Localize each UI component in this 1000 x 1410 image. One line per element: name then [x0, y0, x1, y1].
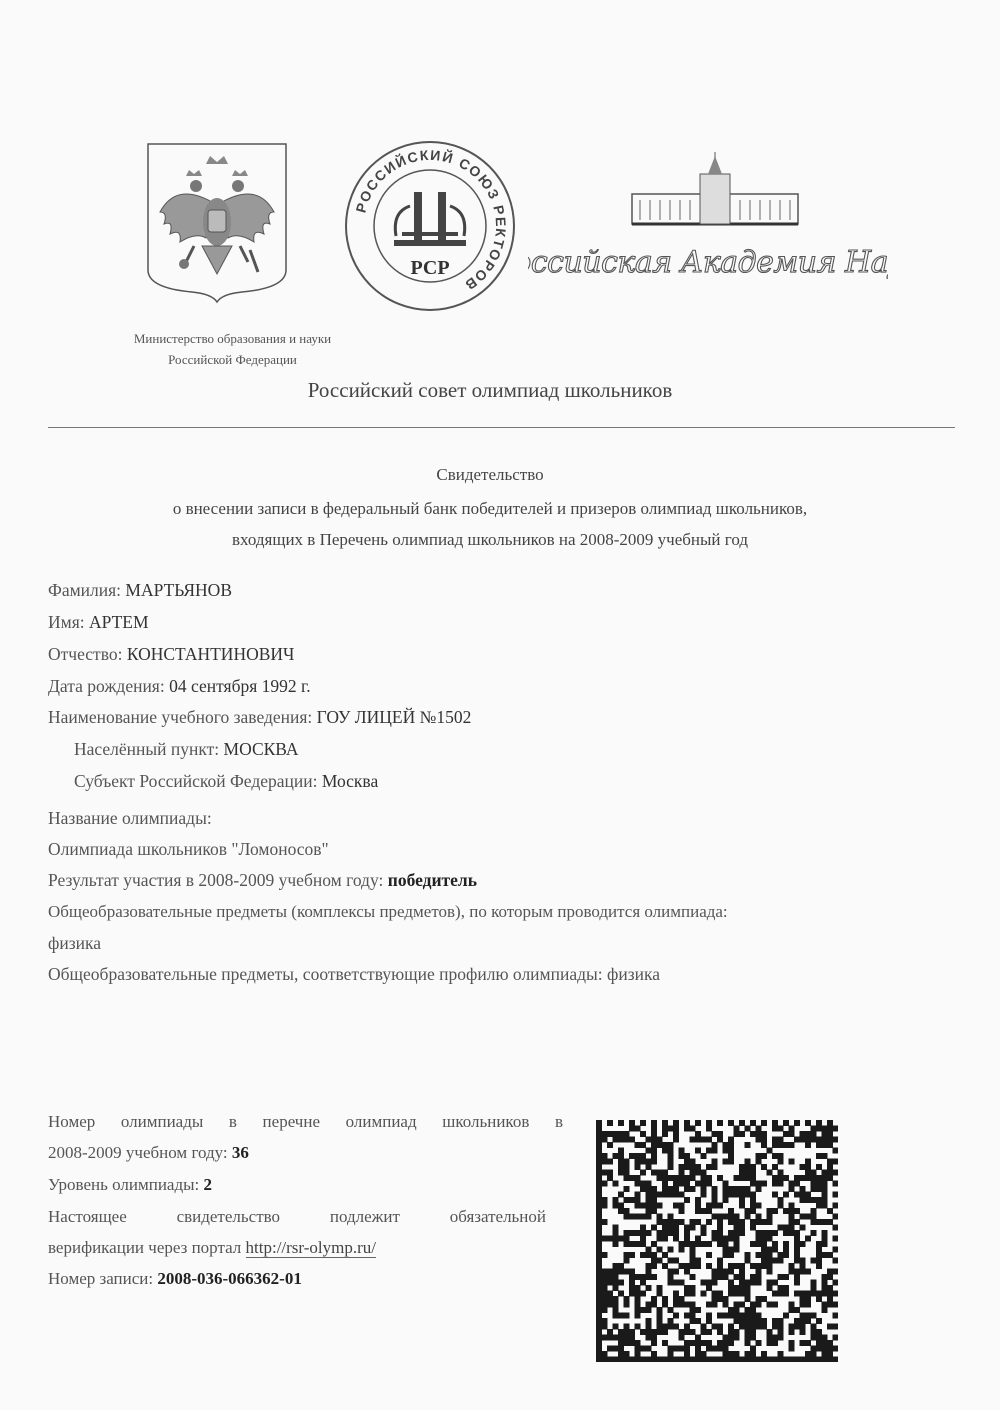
name-row [48, 612, 149, 633]
surname-value: МАРТЬЯНОВ [125, 580, 232, 600]
result-value: победитель [387, 870, 477, 890]
certificate-title: Свидетельство [436, 465, 544, 484]
number-line1: Номер олимпиады в перечне олимпиад школьников в [48, 1112, 563, 1131]
ministry-caption [100, 328, 365, 370]
name-value: АРТЕМ [89, 612, 149, 632]
olympiad-name-value: Олимпиада школьников "Ломоносов" [48, 839, 329, 859]
city-value: МОСКВА [223, 739, 299, 759]
record-row [48, 1269, 563, 1289]
verify-label: верификации через портал [48, 1238, 242, 1257]
number-value: 36 [231, 1143, 249, 1162]
name-label: Имя: [48, 612, 85, 632]
profile-row [48, 964, 660, 985]
level-value: 2 [203, 1175, 213, 1194]
subjects-label: Общеобразовательные предметы (комплексы предметов), по которым проводится олимпиада: [48, 902, 728, 921]
patronymic-row [48, 644, 294, 665]
result-label: Результат участия в 2008-2009 учебном году: [48, 870, 384, 890]
datamatrix-code [596, 1120, 838, 1362]
record-label: Номер записи: [48, 1269, 154, 1288]
school-label: Наименование учебного заведения: [48, 707, 313, 727]
school-value: ГОУ ЛИЦЕЙ №1502 [316, 707, 472, 727]
olympiad-name-label: Название олимпиады: [48, 808, 212, 828]
birth-label: Дата рождения: [48, 676, 165, 696]
city-label: Населённый пункт: [74, 739, 220, 759]
certificate-subtitle-2: входящих в Перечень олимпиад школьников на 2008-2009 учебный год [232, 530, 748, 549]
portal-link[interactable]: http://rsr-olymp.ru/ [245, 1238, 376, 1257]
certificate-subtitle-1: о внесении записи в федеральный банк победителей и призеров олимпиад школьников, [172, 499, 808, 518]
academy-script-text: ссийская Академия На [530, 245, 888, 280]
subjects-value: физика [48, 933, 101, 953]
number-row [48, 1143, 563, 1163]
academy-script-logo [528, 228, 888, 298]
divider [48, 427, 955, 428]
level-row [48, 1175, 563, 1195]
verify-row [48, 1238, 563, 1258]
council-title: Российский совет олимпиад школьников [307, 378, 673, 402]
school-row [48, 707, 471, 728]
ministry-line1: Министерство образования и науки [133, 331, 332, 346]
region-value: Москва [321, 771, 379, 791]
birth-value: 04 сентября 1992 г. [169, 676, 311, 696]
profile-label: Общеобразовательные предметы, соответствующие профилю олимпиады: [48, 964, 603, 984]
region-row [74, 771, 378, 792]
surname-label: Фамилия: [48, 580, 122, 600]
record-value: 2008-036-066362-01 [157, 1269, 302, 1288]
surname-row [48, 580, 232, 601]
russia-emblem-icon [146, 142, 288, 304]
profile-value: физика [607, 964, 661, 984]
birth-row [48, 676, 311, 697]
city-row [74, 739, 299, 760]
region-label: Субъект Российской Федерации: [74, 771, 318, 791]
academy-building-icon [630, 150, 800, 230]
patronymic-label: Отчество: [48, 644, 123, 664]
seal-ring-text: РОССИЙСКИЙ СОЮЗ РЕКТОРОВ [352, 146, 510, 295]
result-row [48, 870, 477, 891]
seal-abbr: РСР [410, 257, 450, 279]
patronymic-value: КОНСТАНТИНОВИЧ [126, 644, 295, 664]
rectors-union-seal [344, 140, 516, 312]
ministry-line2: Российской Федерации [168, 352, 297, 367]
number-label: 2008-2009 учебном году: [48, 1143, 228, 1162]
verify-line1: Настоящее свидетельство подлежит обязательной [48, 1207, 546, 1226]
level-label: Уровень олимпиады: [48, 1175, 200, 1194]
